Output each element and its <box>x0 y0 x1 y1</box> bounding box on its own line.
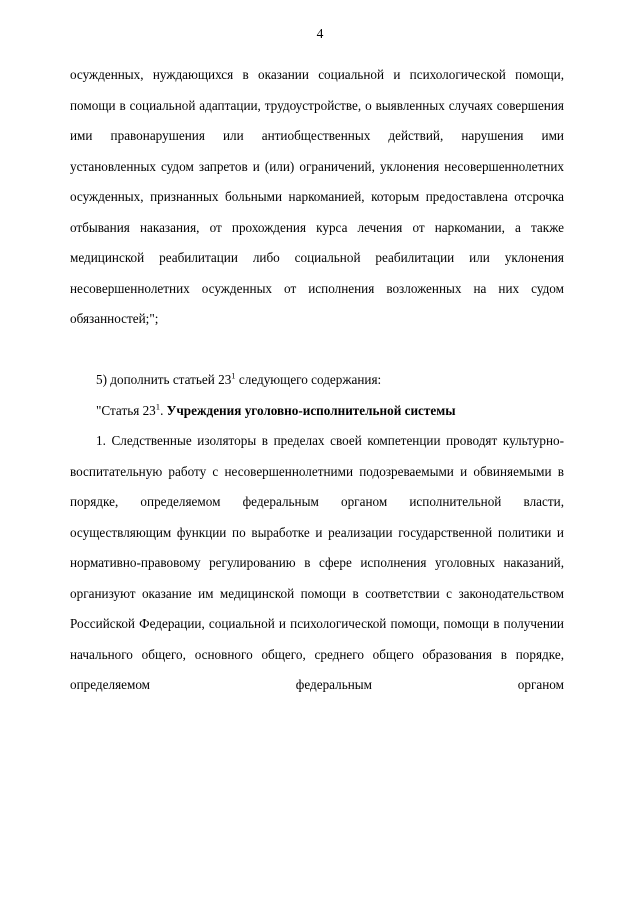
article-heading-text-before: "Статья 23 <box>96 402 156 418</box>
article-heading-superscript: 1 <box>155 401 161 412</box>
paragraph-continued: осужденных, нуждающихся в оказании социальной и психологической помощи, помощи в социальной адаптации, трудоустройстве, о выявленных случаях совершения ими правонарушения или антиобщественных действий, нарушения ими установленных судом запретов и (или) ограничений, уклонения несовершеннолетних осужденных, признанных больными наркоманией, которым предоставлена отсрочка отбывания наказания, от прохождения курса лечения от наркомании, а также медицинской реабилитации либо социальной реабилитации или уклонения несовершеннолетних осужденных от исполнения возложенных на них судом обязанностей;"; <box>70 67 564 326</box>
page-number: 4 <box>316 26 324 41</box>
paragraph-point-1: 1. Следственные изоляторы в пределах своей компетенции проводят культурно-воспитательную работу с несовершеннолетними подозреваемыми и обвиняемыми в порядке, определяемом федеральным органом исполнительной власти, осуществляющим функции по выработке и реализации государственной политики и нормативно-правовому регулированию в сфере исполнения уголовных наказаний, организуют оказание им медицинской помощи в соответствии с законодательством Российской Федерации, социальной и психологической помощи, помощи в получении начального общего, основного общего, среднего общего образования в порядке, определяемом федеральным органом <box>70 433 564 692</box>
item-5-text-after: следующего содержания: <box>235 372 382 387</box>
item-5-text-before: 5) дополнить статьей 23 <box>96 372 232 387</box>
article-heading-text-after: . <box>160 402 167 418</box>
article-heading-title: Учреждения уголовно-исполнительной системы <box>166 402 456 418</box>
document-body <box>70 60 564 731</box>
paragraph-article-heading <box>70 396 564 427</box>
item-5-superscript: 1 <box>231 370 236 381</box>
paragraph-item-5 <box>70 365 564 396</box>
